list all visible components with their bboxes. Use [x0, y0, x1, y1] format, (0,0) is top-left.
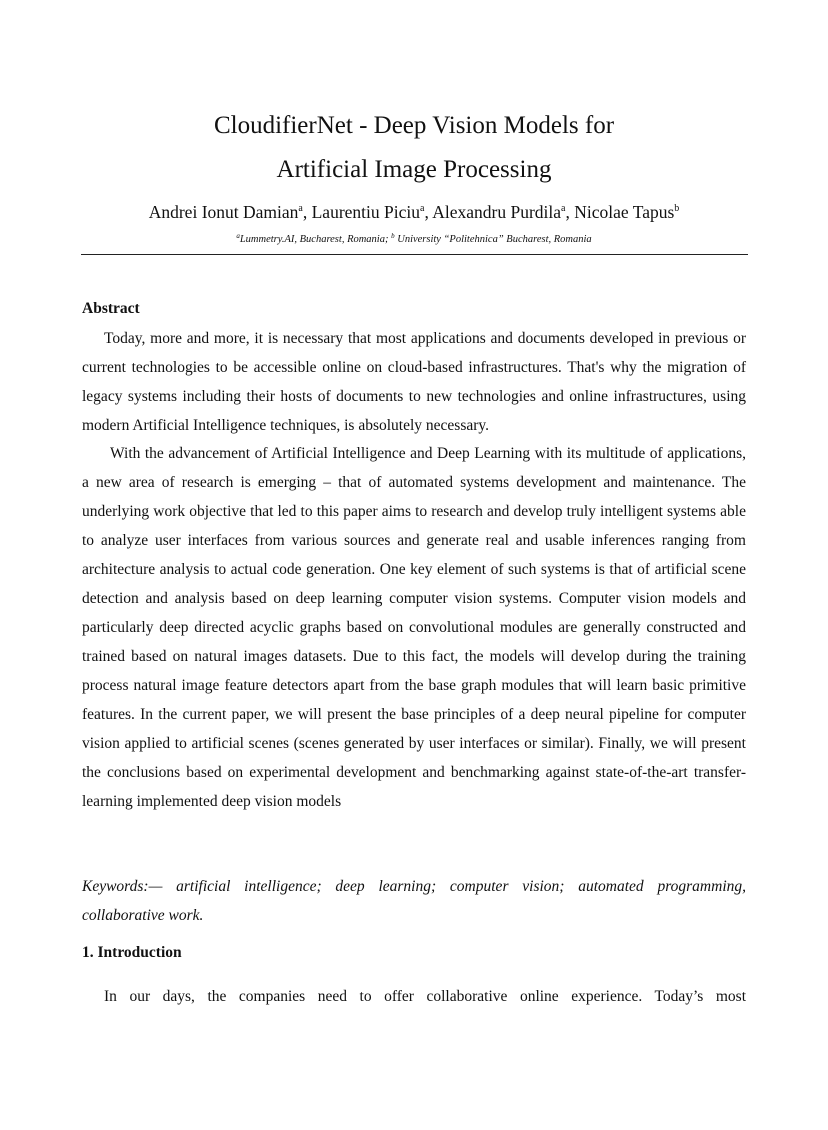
author-name: Nicolae Tapus	[574, 202, 675, 222]
header-divider	[81, 254, 748, 255]
author-name: Laurentiu Piciu	[311, 202, 420, 222]
author-separator: ,	[302, 202, 312, 222]
affiliations	[0, 233, 828, 247]
abstract-heading: Abstract	[82, 300, 140, 317]
abstract-paragraph-2: With the advancement of Artificial Intelligence and Deep Learning with its multitude of applications, a new area of research is emerging – that of automated systems development and maintenance. The underlying work objective that led to this paper aims to research and develop truly intelligent systems able to analyze user interfaces from various sources and generate real and usable inferences ranging from architecture analysis to actual code generation. One key element of such systems is that of artificial scene detection and analysis based on deep learning computer vision systems. Computer vision models and particularly deep directed acyclic graphs based on convolutional modules are generally constructed and trained based on natural images datasets. Due to this fact, the models will develop during the training process natural image feature detectors apart from the base graph modules that will learn basic primitive features. In the current paper, we will present the base principles of a deep neural pipeline for computer vision applied to artificial scenes (scenes generated by user interfaces or similar). Finally, we will present the conclusions based on experimental development and benchmarking against state-of-the-art transfer-learning implemented deep vision models	[82, 445, 746, 810]
author-affiliation-mark: a	[298, 203, 303, 214]
author-affiliation-mark: b	[674, 203, 680, 214]
author-name: Alexandru Purdila	[432, 202, 562, 222]
paper-title-line-1: CloudifierNet - Deep Vision Models for	[213, 112, 615, 139]
introduction-text: In our days, the companies need to offer collaborative online experience. Today’s most	[104, 988, 746, 1005]
author-affiliation-mark: a	[420, 203, 425, 214]
introduction-heading: 1. Introduction	[82, 944, 182, 961]
keywords: Keywords:— artificial intelligence; deep learning; computer vision; automated programming, collaborative work.	[82, 878, 746, 924]
affiliation-mark-b: b	[391, 232, 395, 240]
author-separator: ,	[424, 202, 433, 222]
author-list	[0, 201, 828, 223]
author-name: Andrei Ionut Damian	[148, 202, 299, 222]
abstract-paragraph-1: Today, more and more, it is necessary that most applications and documents developed in previous or current technologies to be accessible online on cloud-based infrastructures. That's why the migration of legacy systems including their hosts of documents to new technologies and online infrastructures, using modern Artificial Intelligence techniques, is absolutely necessary.	[82, 330, 746, 434]
author-affiliation-mark: a	[561, 203, 566, 214]
affiliation-mark-a: a	[236, 232, 240, 240]
affiliation-b: University “Politehnica” Bucharest, Romania	[394, 234, 592, 245]
affiliation-a: Lummetry.AI, Bucharest, Romania;	[239, 234, 392, 245]
author-separator: ,	[565, 202, 575, 222]
paper-title-line-2: Artificial Image Processing	[276, 156, 552, 183]
